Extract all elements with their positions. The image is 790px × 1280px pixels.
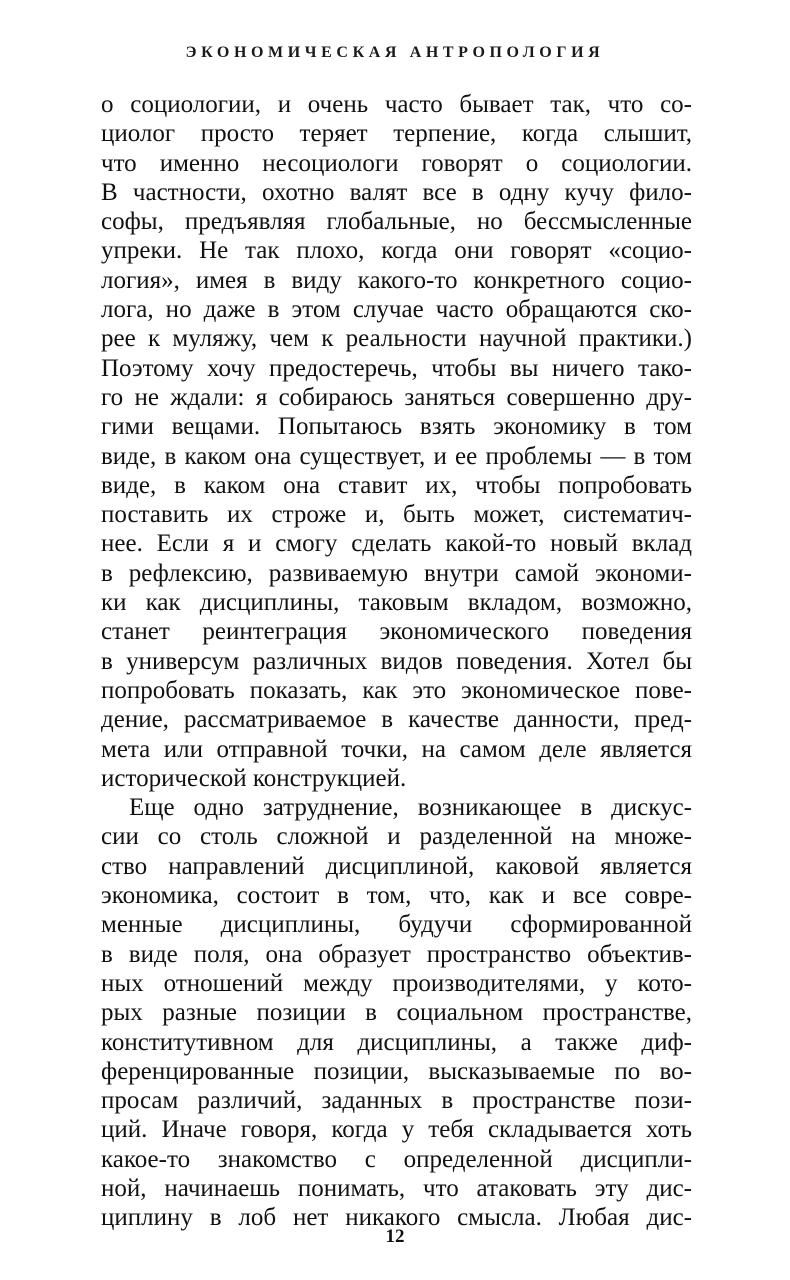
text-line: гими вещами. Попытаюсь взять экономику в том bbox=[101, 413, 692, 441]
text-line: дение, рассматриваемое в качестве данности, пред- bbox=[101, 706, 692, 734]
text-line: в универсум различных видов поведения. Хотел бы bbox=[101, 647, 692, 675]
text-line: ных отношений между производителями, у кото- bbox=[101, 969, 692, 997]
text-line: нее. Если я и смогу сделать какой-то новый вклад bbox=[101, 530, 692, 558]
text-line: ференцированные позиции, высказываемые по во- bbox=[101, 1057, 692, 1085]
text-line: попробовать показать, как это экономическое пове- bbox=[101, 676, 692, 704]
text-line: циплину в лоб нет никакого смысла. Любая дис- bbox=[101, 1204, 692, 1232]
text-line: какое-то знакомство с определенной дисципли- bbox=[101, 1145, 692, 1173]
text-line: экономика, состоит в том, что, как и все совре- bbox=[101, 882, 692, 910]
text-line: сии со столь сложной и разделенной на множе- bbox=[101, 823, 692, 851]
text-line: в рефлексию, развиваемую внутри самой экономи- bbox=[101, 559, 692, 587]
text-line: виде, в каком она существует, и ее проблемы — в том bbox=[101, 442, 692, 470]
text-line: циолог просто теряет терпение, когда слышит, bbox=[101, 120, 692, 148]
text-line: рых разные позиции в социальном пространстве, bbox=[101, 999, 692, 1027]
text-line: Поэтому хочу предостеречь, чтобы вы ничего тако- bbox=[101, 354, 692, 382]
text-line: Еще одно затруднение, возникающее в дискус- bbox=[129, 794, 692, 822]
text-line: го не ждали: я собираюсь заняться совершенно дру- bbox=[101, 383, 692, 411]
text-line: исторической конструкцией. bbox=[101, 764, 407, 792]
text-line: менные дисциплины, будучи сформированной bbox=[101, 911, 692, 939]
text-line: софы, предъявляя глобальные, но бессмысленные bbox=[101, 208, 692, 236]
text-line: виде, в каком она ставит их, чтобы попробовать bbox=[101, 471, 692, 499]
text-line: станет реинтеграция экономического поведения bbox=[101, 618, 692, 646]
text-line: ций. Иначе говоря, когда у тебя складывается хоть bbox=[101, 1116, 692, 1144]
text-line: упреки. Не так плохо, когда они говорят «социо- bbox=[101, 237, 692, 265]
text-line: ство направлений дисциплиной, каковой является bbox=[101, 852, 692, 880]
text-line: конститутивном для дисциплины, а также диф- bbox=[101, 1028, 692, 1056]
text-line: лога, но даже в этом случае часто обращаются ско- bbox=[101, 296, 692, 324]
text-line: логия», имея в виду какого-то конкретного социо- bbox=[101, 266, 692, 294]
text-line: В частности, охотно валят все в одну кучу фило- bbox=[101, 178, 692, 206]
text-line: о социологии, и очень часто бывает так, что со- bbox=[101, 91, 692, 118]
text-line: что именно несоциологи говорят о социологии. bbox=[101, 149, 692, 177]
text-line: просам различий, заданных в пространстве пози- bbox=[101, 1087, 692, 1115]
text-line: в виде поля, она образует пространство объектив- bbox=[101, 940, 692, 968]
text-line: ной, начинаешь понимать, что атаковать эту дис- bbox=[101, 1174, 692, 1202]
text-line: ки как дисциплины, таковым вкладом, возможно, bbox=[101, 589, 692, 617]
body-text bbox=[101, 90, 692, 1233]
running-head: ЭКОНОМИЧЕСКАЯ АНТРОПОЛОГИЯ bbox=[185, 44, 605, 61]
page-number: 12 bbox=[385, 1226, 405, 1247]
text-line: мета или отправной точки, на самом деле является bbox=[101, 735, 692, 763]
text-line: рее к муляжу, чем к реальности научной практики.) bbox=[101, 325, 692, 353]
text-line: поставить их строже и, быть может, систематич- bbox=[101, 501, 692, 529]
